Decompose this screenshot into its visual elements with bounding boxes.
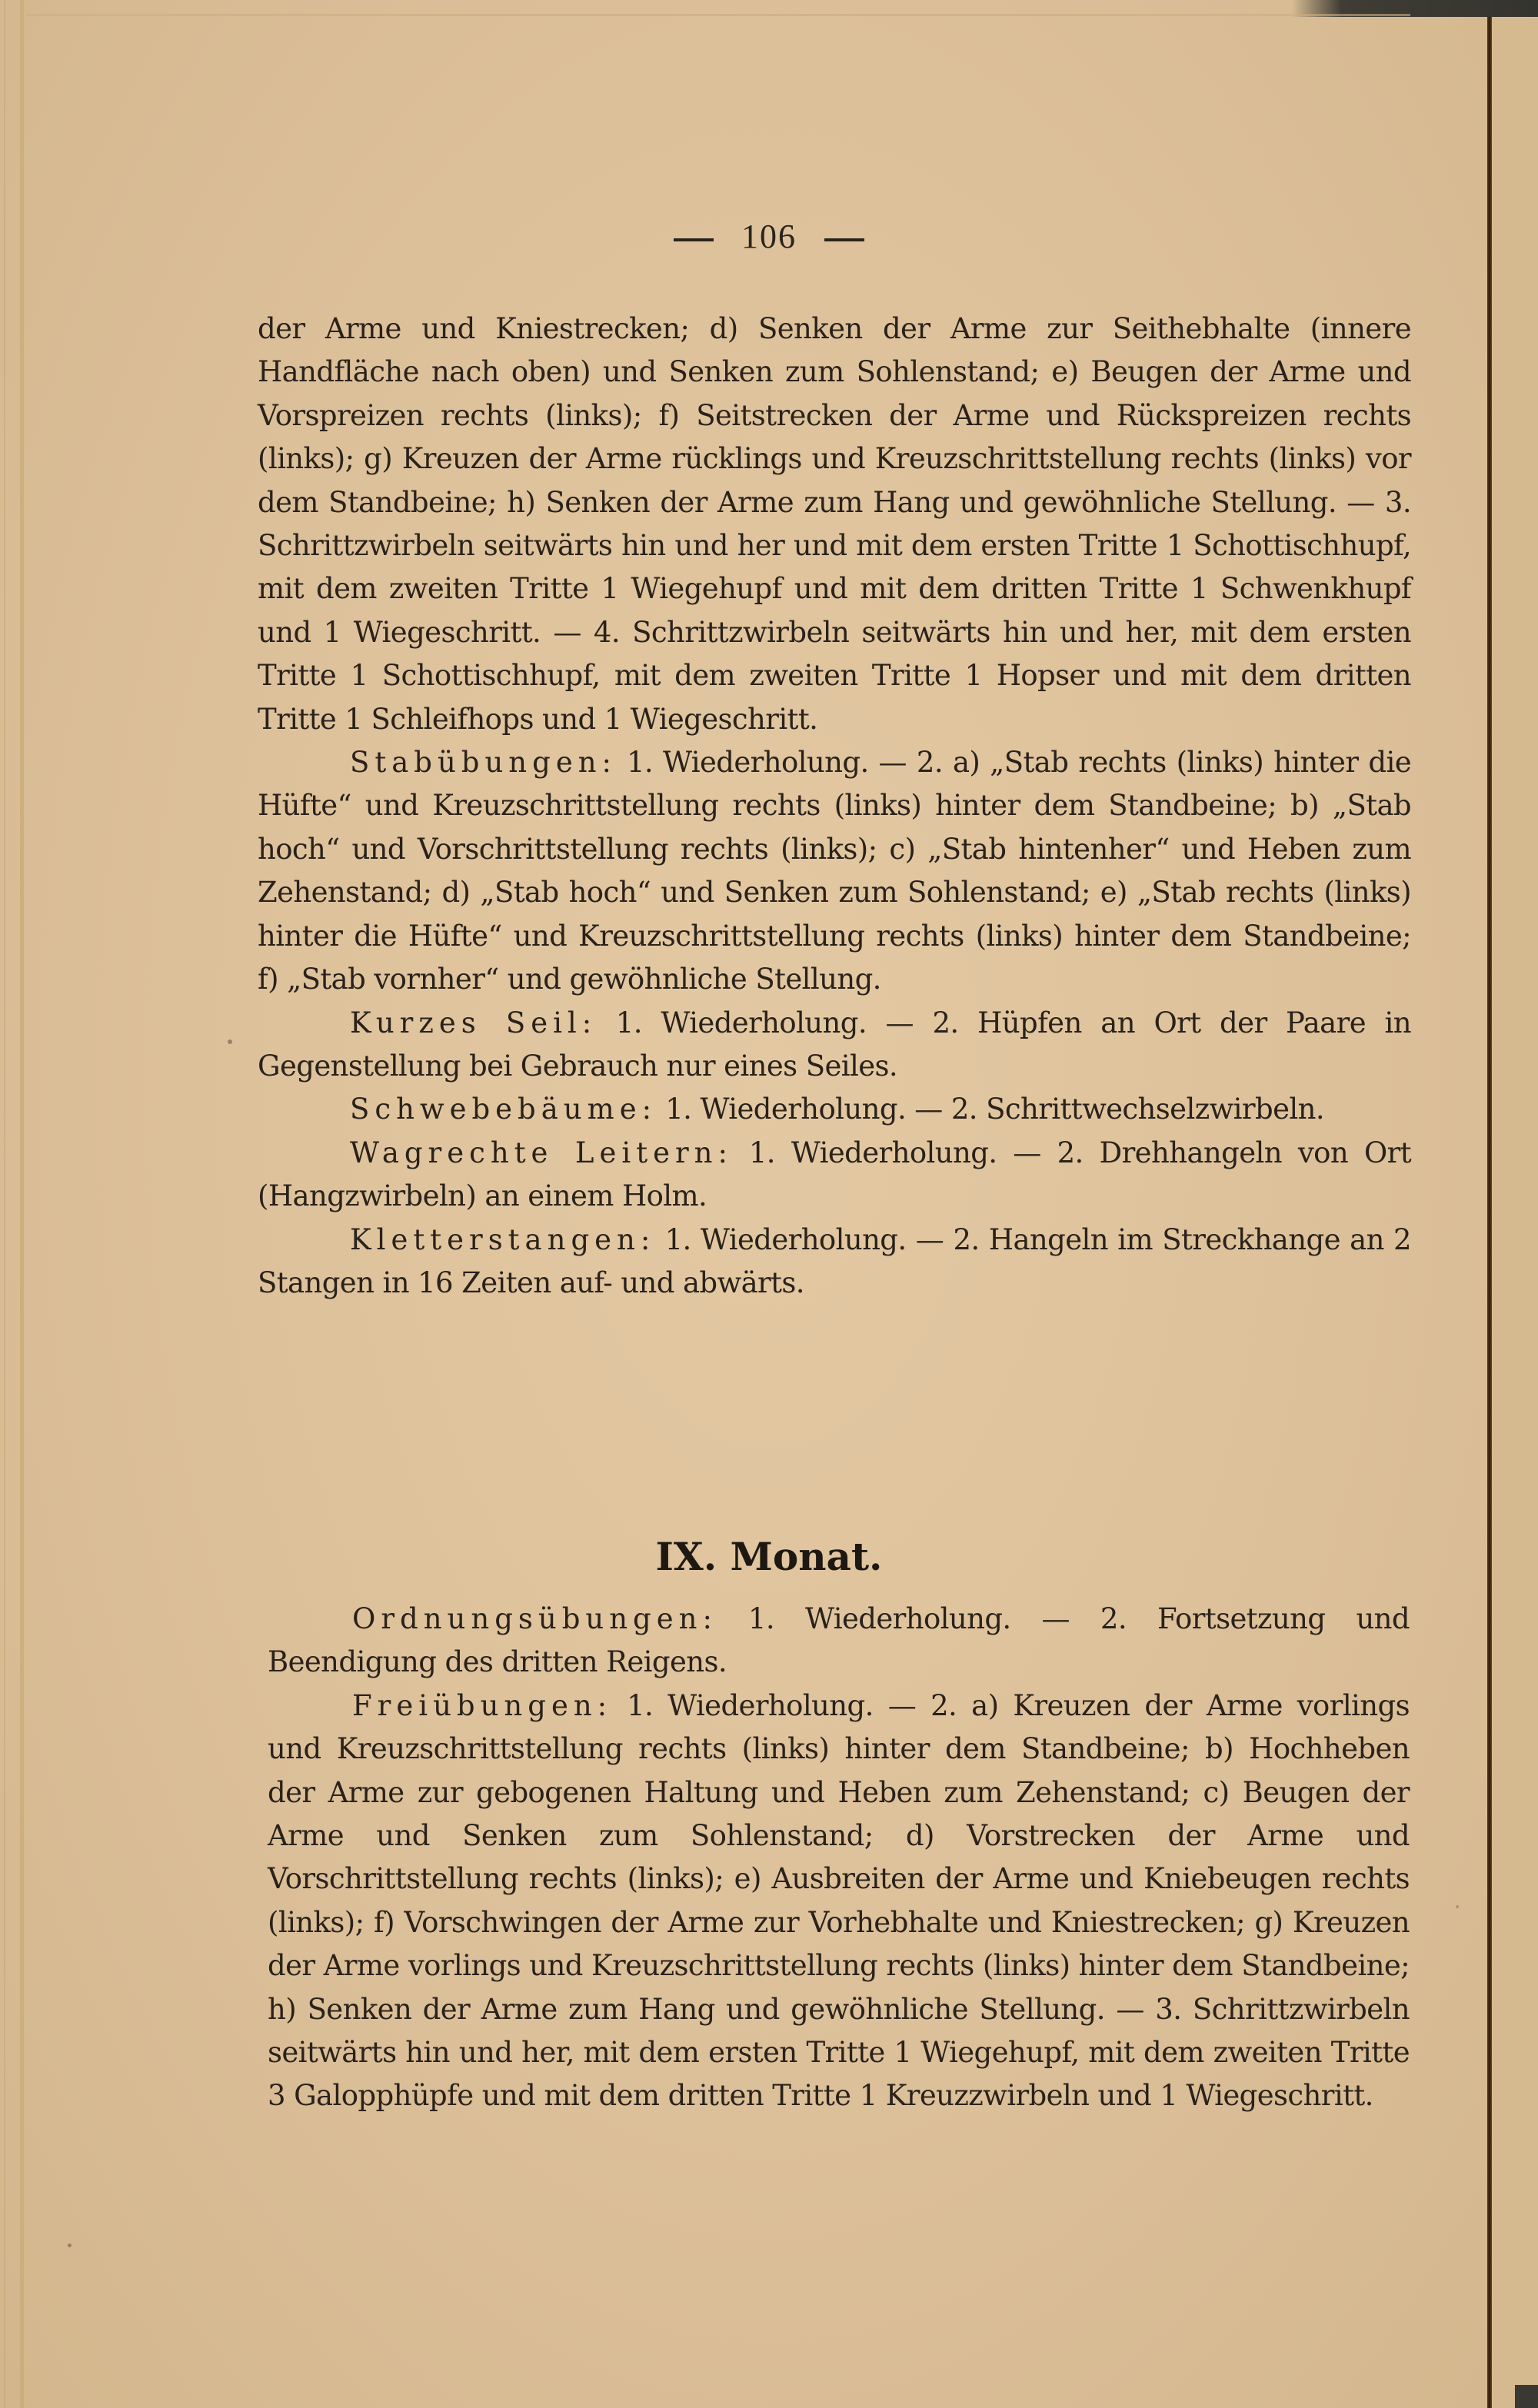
paper-speck bbox=[1456, 1905, 1459, 1908]
paragraph-freiuebungen bbox=[268, 1685, 1410, 2118]
page-number: 106 bbox=[741, 218, 797, 255]
header-dash-left bbox=[674, 238, 714, 241]
paper-speck bbox=[228, 1039, 232, 1044]
paragraph-heading: Ordnungsübungen: bbox=[352, 1602, 717, 1635]
paragraph-body: 1. Wiederholung. — 2. a) „Stab rechts (links) hinter die Hüfte“ und Kreuzschrittstellung rechts (links) hinter dem Standbeine; b) „Stab hoch“ und Vorschrittstellung rechts (links); c) „Stab hintenher“ und Heben zum Zehenstand; d) „Stab hoch“ und Senken zum Sohlenstand; e) „Stab rechts (links) hinter die Hüfte“ und Kreuzschrittstellung rechts (links) hinter dem Standbeine; f) „Stab vornher“ und gewöhnliche Stellung. bbox=[258, 746, 1411, 996]
next-page-sliver bbox=[1492, 17, 1538, 2408]
month-heading: IX. Monat. bbox=[655, 1534, 883, 1579]
paragraph-body: 1. Wiederholung. — 2. Schrittwechselzwirbeln. bbox=[657, 1093, 1324, 1126]
paragraph-heading: Freiübungen: bbox=[352, 1688, 613, 1722]
paragraph-body: 1. Wiederholung. — 2. Hangeln im Streckhange an 2 Stangen in 16 Zeiten auf- und abwärts. bbox=[258, 1222, 1411, 1299]
paragraph-ordnungsuebungen bbox=[268, 1598, 1410, 1685]
continuation-paragraph: der Arme und Kniestrecken; d) Senken der Arme zur Seithebhalte (innere Handfläche nach oben) und Senken zum Sohlenstand; e) Beugen der Arme und Vorspreizen rechts (links); f) Seitstrecken der Arme und Rückspreizen rechts (links); g) Kreuzen der Arme rücklings und Kreuzschrittstellung rechts (links) vor dem Standbeine; h) Senken der Arme zum Hang und gewöhnliche Stellung. — 3. Schrittzwirbeln seitwärts hin und her und mit dem ersten Tritte 1 Schottischhupf, mit dem zweiten Tritte 1 Wiegehupf und mit dem dritten Tritte 1 Schwenkhupf und 1 Wiegeschritt. — 4. Schrittzwirbeln seitwärts hin und her, mit dem ersten Tritte 1 Schottischhupf, mit dem zweiten Tritte 1 Hopser und mit dem dritten Tritte 1 Schleifhops und 1 Wiegeschritt. bbox=[258, 312, 1411, 736]
paragraph-schwebebaeume bbox=[258, 1088, 1411, 1131]
paragraph-heading: Kurzes Seil: bbox=[350, 1006, 598, 1039]
paragraph-stabuebungen bbox=[258, 741, 1411, 1001]
paragraph-body: 1. Wiederholung. — 2. Drehhangeln von Ort (Hangzwirbeln) an einem Holm. bbox=[258, 1136, 1411, 1213]
paper-speck bbox=[68, 2243, 72, 2247]
paragraph-wagrechte-leitern bbox=[258, 1132, 1411, 1219]
paragraph-heading: Schwebebäume: bbox=[350, 1093, 657, 1126]
page-edge-left-outer bbox=[4, 0, 5, 2408]
paragraph-kletterstangen bbox=[258, 1219, 1411, 1305]
body-text-viii bbox=[258, 308, 1411, 1305]
page-header bbox=[0, 217, 1538, 256]
paragraph-body: 1. Wiederholung. — 2. Fortsetzung und Beendigung des dritten Reigens. bbox=[268, 1602, 1410, 1679]
page-edge-left bbox=[20, 0, 24, 2408]
paragraph-kurzes-seil bbox=[258, 1002, 1411, 1089]
paragraph-body: 1. Wiederholung. — 2. Hüpfen an Ort der Paare in Gegenstellung bei Gebrauch nur eines Seiles. bbox=[258, 1006, 1411, 1083]
header-dash-right bbox=[824, 238, 864, 241]
paragraph-body: 1. Wiederholung. — 2. a) Kreuzen der Arme vorlings und Kreuzschrittstellung rechts (links) hinter dem Standbeine; b) Hochheben der Arme zur gebogenen Haltung und Heben zum Zehenstand; c) Beugen der Arme und Senken zum Sohlenstand; d) Vorstrecken der Arme und Vorschrittstellung rechts (links); e) Ausbreiten der Arme und Kniebeugen rechts (links); f) Vorschwingen der Arme zur Vorhebhalte und Kniestrecken; g) Kreuzen der Arme vorlings und Kreuzschrittstellung rechts (links) hinter dem Standbeine; h) Senken der Arme zum Hang und gewöhnliche Stellung. — 3. Schrittzwirbeln seitwärts hin und her, mit dem ersten Tritte 1 Wiegehupf, mit dem zweiten Tritte 3 Galopphüpfe und mit dem dritten Tritte 1 Kreuzzwirbeln und 1 Wiegeschritt. bbox=[268, 1688, 1410, 2113]
paragraph-heading: Stabübungen: bbox=[350, 746, 618, 780]
paragraph-heading: Kletterstangen: bbox=[350, 1222, 656, 1256]
paragraph-heading: Wagrechte Leitern: bbox=[350, 1136, 733, 1169]
body-text-ix bbox=[268, 1598, 1410, 2118]
scan-edge-bottom bbox=[1515, 2385, 1538, 2408]
page-edge-top bbox=[26, 14, 1410, 16]
